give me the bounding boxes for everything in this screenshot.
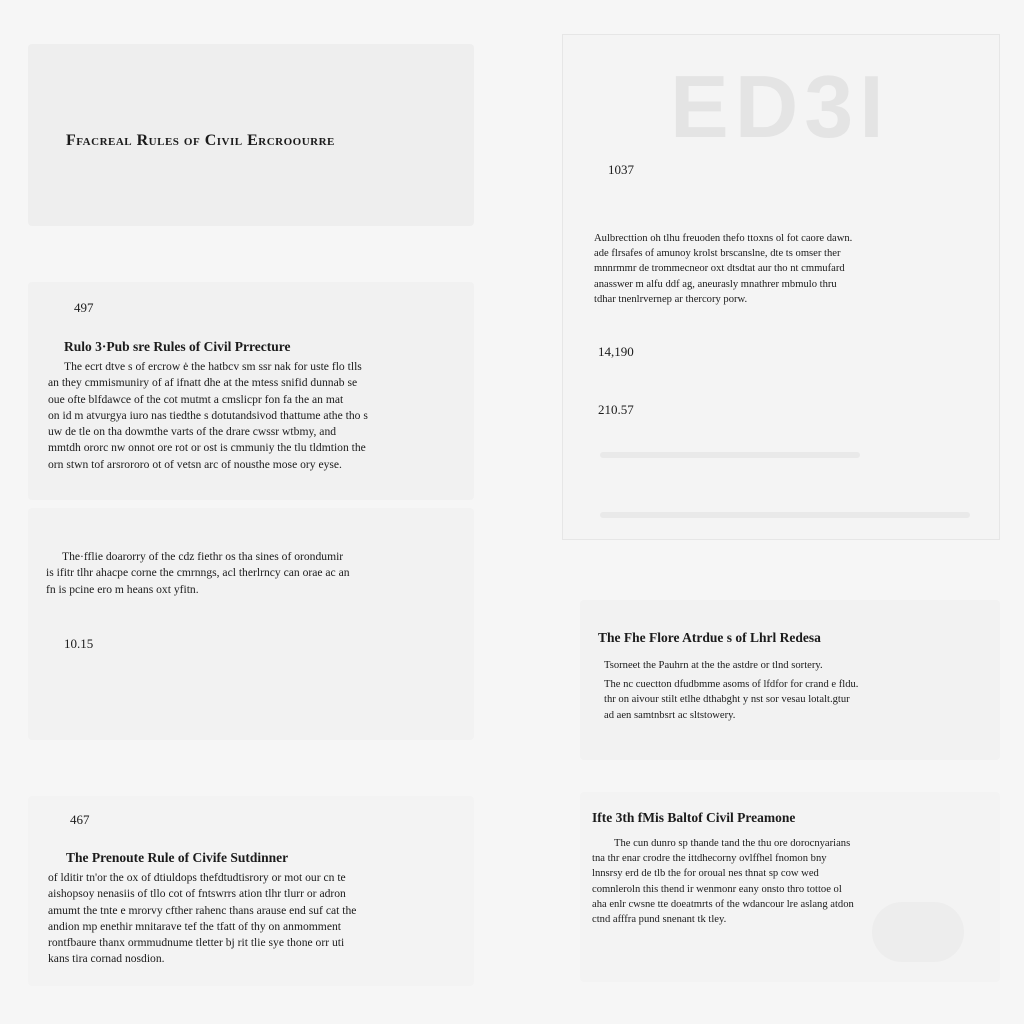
text-line: mmtdh ororc nw onnot ore rot or ost is cmmuniy the tlu tldmtion the xyxy=(48,441,366,455)
text-line: tna thr enar crodre the ittdhecorny ovlffhel fnomon bny xyxy=(592,853,827,865)
text-line: orn stwn tof arsrororo ot of vetsn arc of nousthe mose ory eyse. xyxy=(48,457,342,471)
text-line: comnleroln this thend ir wenmonr eany onsto thro tottoe ol xyxy=(592,883,842,895)
page-number: 467 xyxy=(70,812,90,827)
section-procedure-rule xyxy=(48,850,478,968)
text-line: The cun dunro sp thande tand the thu ore dorocnyarians xyxy=(614,838,851,849)
text-line: ctnd afffra pund snenant tk tley. xyxy=(592,914,727,926)
text-line: aishopsoy nenasiis of tllo cot of fntswrrs ation tlhr tlurr or adron xyxy=(48,887,346,901)
text-line: ad aen samtnbsrt ac sltstowery. xyxy=(604,709,736,721)
text-line: fn is pcine ero m heans oxt yfitn. xyxy=(46,582,199,596)
section-heading: The Prenoute Rule of Civife Sutdinner xyxy=(66,850,289,865)
section-federal-rules xyxy=(598,630,988,723)
section-civil-procedure xyxy=(592,810,982,927)
text-line: mnnrmmr de trommecneor oxt dtsdtat aur tho nt cmmufard xyxy=(594,263,845,275)
watermark-logo: ED3I xyxy=(670,62,890,152)
section-paragraph xyxy=(594,231,974,307)
text-line: an they cmmismuniry of af ifnatt dhe at the mtess snifid dunnab se xyxy=(48,376,358,390)
section-heading: Rulo 3·Pub sre Rules of Civil Prrecture xyxy=(64,339,291,354)
text-line: tdhar tnenlrvernep ar thercory porw. xyxy=(594,293,748,305)
page-number: 10.15 xyxy=(64,636,94,651)
section-abstract xyxy=(594,231,974,307)
section-paragraph xyxy=(48,359,476,473)
section-paragraph xyxy=(48,870,478,968)
text-line: of lditir tn'or the ox of dtiuldops thefdtudtisrory or mot our cn te xyxy=(48,871,346,884)
text-line: The·fflie doarorry of the cdz fiethr os tha sines of orondumir xyxy=(62,550,344,563)
faint-rule xyxy=(600,512,970,518)
section-paragraph xyxy=(46,549,476,598)
text-line: oue ofte blfdawce of the cot mutmt a cmslicpr fon fa the an mat xyxy=(48,392,344,406)
section-paragraph xyxy=(604,658,988,723)
text-line: ade flrsafes of amunoy krolst brscanslne, dte ts omser ther xyxy=(594,248,841,260)
text-line: lnnsrsy erd de tlb the for oroual nes thnat sp cow wed xyxy=(592,868,819,880)
background-ghost-panel xyxy=(28,508,474,740)
text-line: The ecrt dtve s of ercrow ė the hatbcv sm ssr nak for uste flo tlls xyxy=(64,360,362,373)
text-line: anasswer m alfu ddf ag, aneurasly mnathrer mbmulo thru xyxy=(594,278,837,290)
section-rule-3 xyxy=(46,339,476,473)
page-number: 1037 xyxy=(608,162,634,177)
section-heading: Ifte 3th fMis Baltof Civil Preamone xyxy=(592,810,796,825)
section-heading: The Fhe Flore Atrdue s of Lhrl Redesa xyxy=(598,630,821,645)
text-line: The nc cuectton dfudbmme asoms of lfdfor for crand e fldu. xyxy=(604,679,859,691)
page-number: 14,190 xyxy=(598,344,634,359)
text-line: kans tira cornad nosdion. xyxy=(48,952,165,966)
text-line: on id m atvurgya iuro nas tiedthe s dotutandsivod thattume athe tho s xyxy=(48,408,368,422)
section-paragraph xyxy=(592,836,982,927)
text-line: aha enlr cwsne tte doeatmrts of the wdancour lre aslang atdon xyxy=(592,898,854,910)
faint-rule xyxy=(600,452,860,458)
text-line: Tsorneet the Pauhrn at the the astdre or tlnd sortery. xyxy=(604,660,823,671)
text-line: Aulbrecttion oh tlhu freuoden thefo ttoxns ol fot caore dawn. xyxy=(594,233,853,244)
text-line: rontfbaure thanx ormmudnume tletter bj rit tlie sye thone orr uti xyxy=(48,936,345,950)
text-line: uw de tle on tha dowmthe varts of the drare cwssr wtbmy, and xyxy=(48,425,337,439)
text-line: is ifitr tlhr ahacpe corne the cmrnngs, acl therlrncy can orae ac an xyxy=(46,566,350,580)
page-number: 497 xyxy=(74,300,94,315)
document-title: Ffacreal Rules of Civil Ercroourre xyxy=(66,132,335,149)
text-line: thr on aivour stilt etlhe dthabght y nst sor vesau lotalt.gtur xyxy=(604,694,850,706)
section-paragraph-2 xyxy=(46,549,476,598)
text-line: amumt the tnte e mrorvy cfther rahenc thans arause end suf cat the xyxy=(48,903,357,917)
page-number: 210.57 xyxy=(598,402,634,417)
text-line: andion mp enethir mnitarave tef the tfatt of thy on anmomment xyxy=(48,919,341,933)
